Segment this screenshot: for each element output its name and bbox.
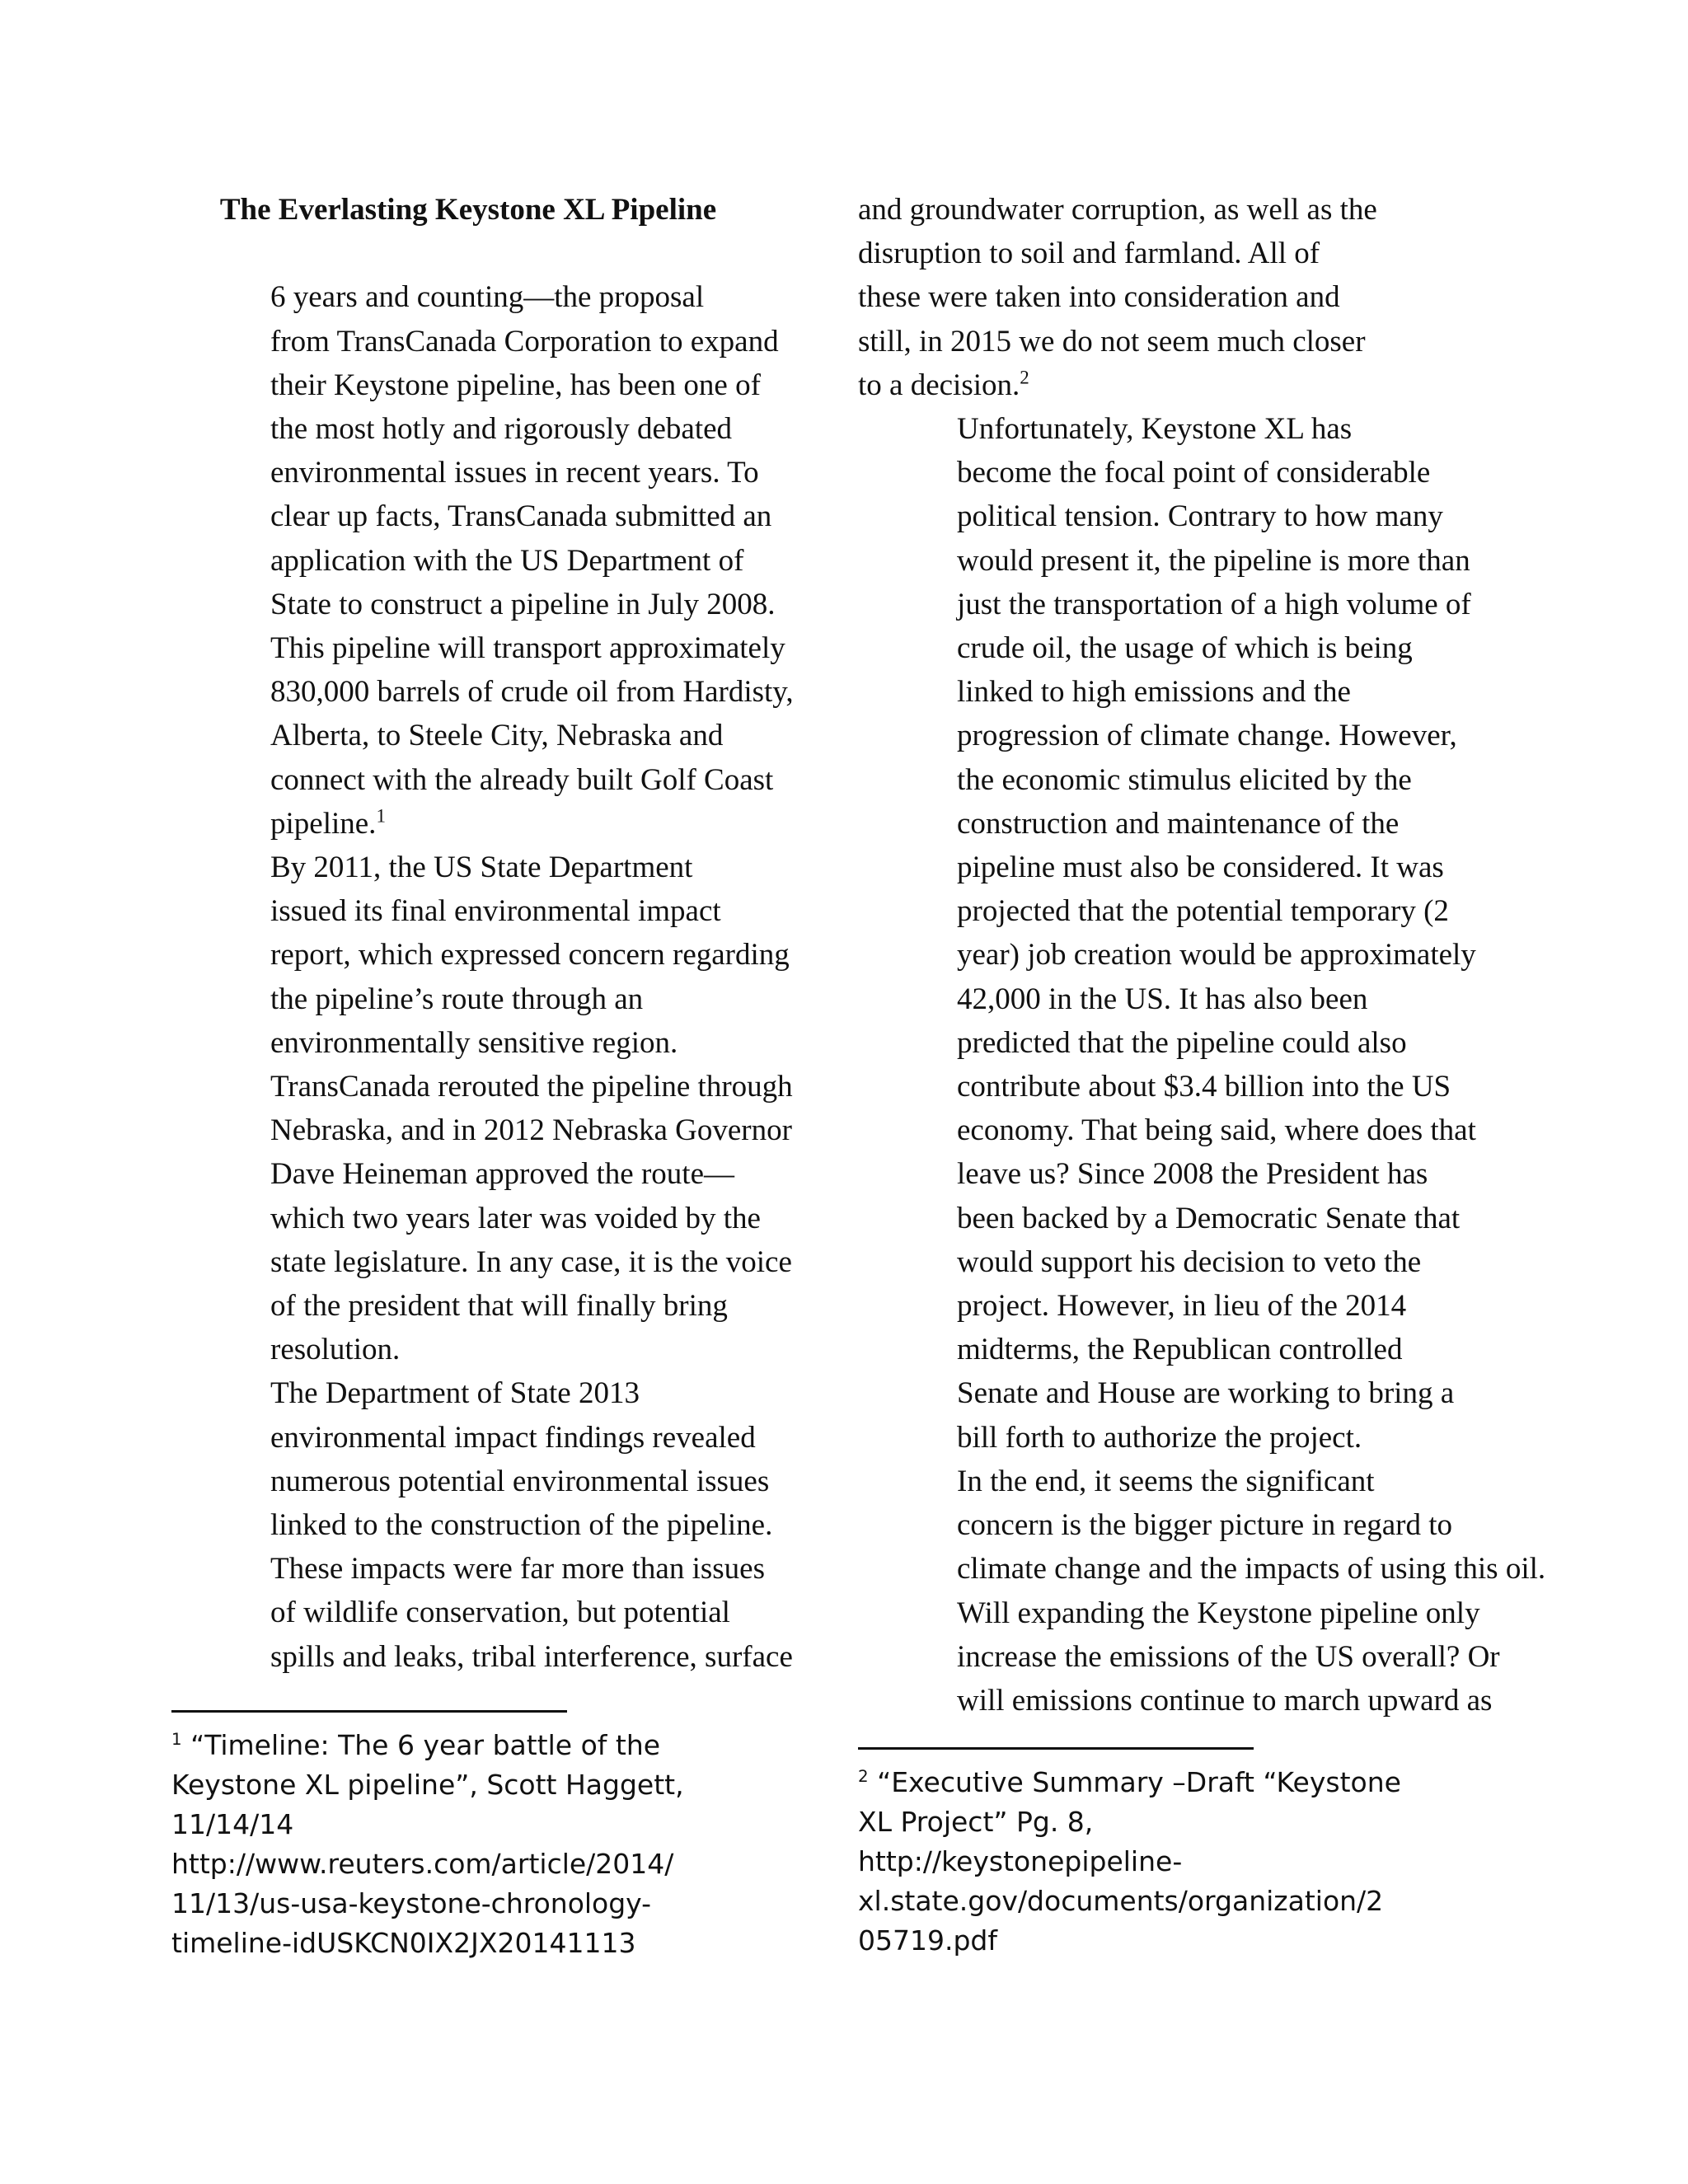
footnote-line: [858, 1763, 1451, 1802]
left-column: [171, 188, 794, 1679]
text-line: midterms, the Republican controlled: [957, 1333, 1403, 1367]
text-line: year) job creation would be approximately: [957, 938, 1476, 972]
footnote-url-line[interactable]: http://www.reuters.com/article/2014/: [171, 1848, 674, 1880]
text-line: of wildlife conservation, but potential: [270, 1596, 730, 1630]
text-line: clear up facts, TransCanada submitted an: [270, 499, 772, 534]
text-line: Senate and House are working to bring a: [957, 1376, 1455, 1411]
paragraph-3: [171, 1371, 793, 1678]
article-title: The Everlasting Keystone XL Pipeline: [219, 193, 717, 227]
text-line: the most hotly and rigorously debated: [270, 412, 733, 446]
text-line: Unfortunately, Keystone XL has: [957, 412, 1353, 447]
text-line: crude oil, the usage of which is being: [957, 631, 1413, 666]
footnote-line: XL Project” Pg. 8,: [858, 1806, 1094, 1838]
footnote-url-line[interactable]: timeline-idUSKCN0IX2JX20141113: [171, 1927, 636, 1959]
footnote-url-line[interactable]: http://keystonepipeline-: [858, 1845, 1183, 1877]
footnote-url-line[interactable]: 11/13/us-usa-keystone-chronology-: [171, 1887, 652, 1919]
text-line: state legislature. In any case, it is the voice: [270, 1244, 792, 1279]
text-line: political tension. Contrary to how many: [957, 499, 1443, 534]
text-line: progression of climate change. However,: [957, 719, 1457, 753]
paragraph-2: [171, 846, 793, 1371]
footnote-url-line[interactable]: xl.state.gov/documents/organization/2: [858, 1885, 1384, 1917]
footnote-ref-1[interactable]: 1: [376, 805, 386, 827]
text-line: [171, 802, 765, 846]
text-line: The Department of State 2013: [270, 1376, 640, 1411]
text-line: environmental impact findings revealed: [270, 1420, 756, 1455]
paragraph-4: [858, 407, 1476, 1460]
footnote-line-text: “Executive Summary –Draft “Keystone: [877, 1766, 1401, 1798]
text-line: economy. That being said, where does that: [957, 1113, 1476, 1148]
footnote-line: [171, 1726, 765, 1765]
text-line: and groundwater corruption, as well as the: [858, 193, 1377, 227]
paragraph-3-continued: [858, 188, 1451, 407]
text-line: increase the emissions of the US overall? Or: [957, 1639, 1500, 1674]
text-line: environmental issues in recent years. To: [270, 456, 759, 490]
text-line: will emissions continue to march upward as: [957, 1683, 1493, 1718]
line-text: pipeline.: [270, 806, 377, 841]
text-line: Alberta, to Steele City, Nebraska and: [270, 719, 724, 753]
text-line: projected that the potential temporary (2: [957, 894, 1449, 929]
text-line: bill forth to authorize the project.: [957, 1420, 1362, 1455]
text-line: report, which expressed concern regarding: [270, 938, 790, 972]
text-line: contribute about $3.4 billion into the US: [957, 1070, 1451, 1104]
right-column: [858, 188, 1546, 1722]
text-line: the economic stimulus elicited by the: [957, 762, 1412, 797]
text-line: application with the US Department of: [270, 543, 744, 578]
text-line: which two years later was voided by the: [270, 1201, 761, 1235]
text-line: predicted that the pipeline could also: [957, 1025, 1407, 1060]
text-line: numerous potential environmental issues: [270, 1464, 770, 1498]
text-line: project. However, in lieu of the 2014: [957, 1289, 1407, 1324]
text-line: concern is the bigger picture in regard to: [957, 1508, 1453, 1543]
paragraph-5: [858, 1460, 1546, 1722]
text-line: By 2011, the US State Department: [270, 851, 693, 885]
text-line: disruption to soil and farmland. All of: [858, 237, 1320, 271]
footnote-ref-2[interactable]: 2: [1020, 367, 1029, 388]
text-line: pipeline must also be considered. It was: [957, 851, 1444, 885]
footnote-number: 2: [858, 1767, 869, 1786]
text-line: resolution.: [270, 1333, 401, 1367]
text-line: environmentally sensitive region.: [270, 1025, 678, 1060]
footnote-line-text: “Timeline: The 6 year battle of the: [190, 1729, 661, 1761]
text-line: This pipeline will transport approximately: [270, 631, 785, 666]
text-line: would present it, the pipeline is more than: [957, 543, 1470, 578]
footnote-1: [171, 1726, 765, 1963]
footnote-left: [171, 1710, 765, 1963]
text-line: climate change and the impacts of using this oil.: [957, 1552, 1546, 1586]
text-line: 830,000 barrels of crude oil from Hardisty,: [270, 675, 794, 710]
text-line: would support his decision to veto the: [957, 1244, 1422, 1279]
text-line: these were taken into consideration and: [858, 280, 1340, 315]
text-line: 6 years and counting—the proposal: [270, 280, 705, 315]
text-line: Will expanding the Keystone pipeline only: [957, 1596, 1480, 1630]
footnote-divider: [858, 1747, 1254, 1750]
text-line: construction and maintenance of the: [957, 806, 1400, 841]
text-line: [858, 363, 1451, 407]
text-line: linked to the construction of the pipeline.: [270, 1508, 773, 1543]
text-line: from TransCanada Corporation to expand: [270, 324, 779, 359]
text-line: 42,000 in the US. It has also been: [957, 982, 1368, 1016]
footnote-url-line[interactable]: 05719.pdf: [858, 1924, 997, 1957]
text-line: linked to high emissions and the: [957, 675, 1351, 710]
text-line: connect with the already built Golf Coast: [270, 762, 774, 797]
footnote-right: [858, 1747, 1451, 1961]
text-line: In the end, it seems the significant: [957, 1464, 1375, 1498]
footnote-line: Keystone XL pipeline”, Scott Haggett,: [171, 1769, 684, 1801]
footnote-number: 1: [171, 1730, 182, 1749]
text-line: leave us? Since 2008 the President has: [957, 1157, 1428, 1192]
text-line: of the president that will finally bring: [270, 1289, 728, 1324]
footnote-line: 11/14/14: [171, 1808, 294, 1840]
line-text: to a decision.: [858, 368, 1020, 402]
text-line: their Keystone pipeline, has been one of: [270, 368, 761, 402]
text-line: been backed by a Democratic Senate that: [957, 1201, 1461, 1235]
footnote-2: [858, 1763, 1451, 1961]
text-line: State to construct a pipeline in July 2008.: [270, 587, 776, 621]
text-line: issued its final environmental impact: [270, 894, 721, 929]
text-line: the pipeline’s route through an: [270, 982, 644, 1016]
text-line: just the transportation of a high volume of: [957, 587, 1471, 621]
text-line: become the focal point of considerable: [957, 456, 1431, 490]
text-line: still, in 2015 we do not seem much closer: [858, 324, 1366, 359]
footnote-divider: [171, 1710, 567, 1713]
text-line: spills and leaks, tribal interference, surface: [270, 1639, 793, 1674]
text-line: Nebraska, and in 2012 Nebraska Governor: [270, 1113, 792, 1148]
text-line: TransCanada rerouted the pipeline through: [270, 1070, 793, 1104]
text-line: These impacts were far more than issues: [270, 1552, 766, 1586]
paragraph-1: [171, 275, 794, 846]
text-line: Dave Heineman approved the route—: [270, 1157, 735, 1192]
